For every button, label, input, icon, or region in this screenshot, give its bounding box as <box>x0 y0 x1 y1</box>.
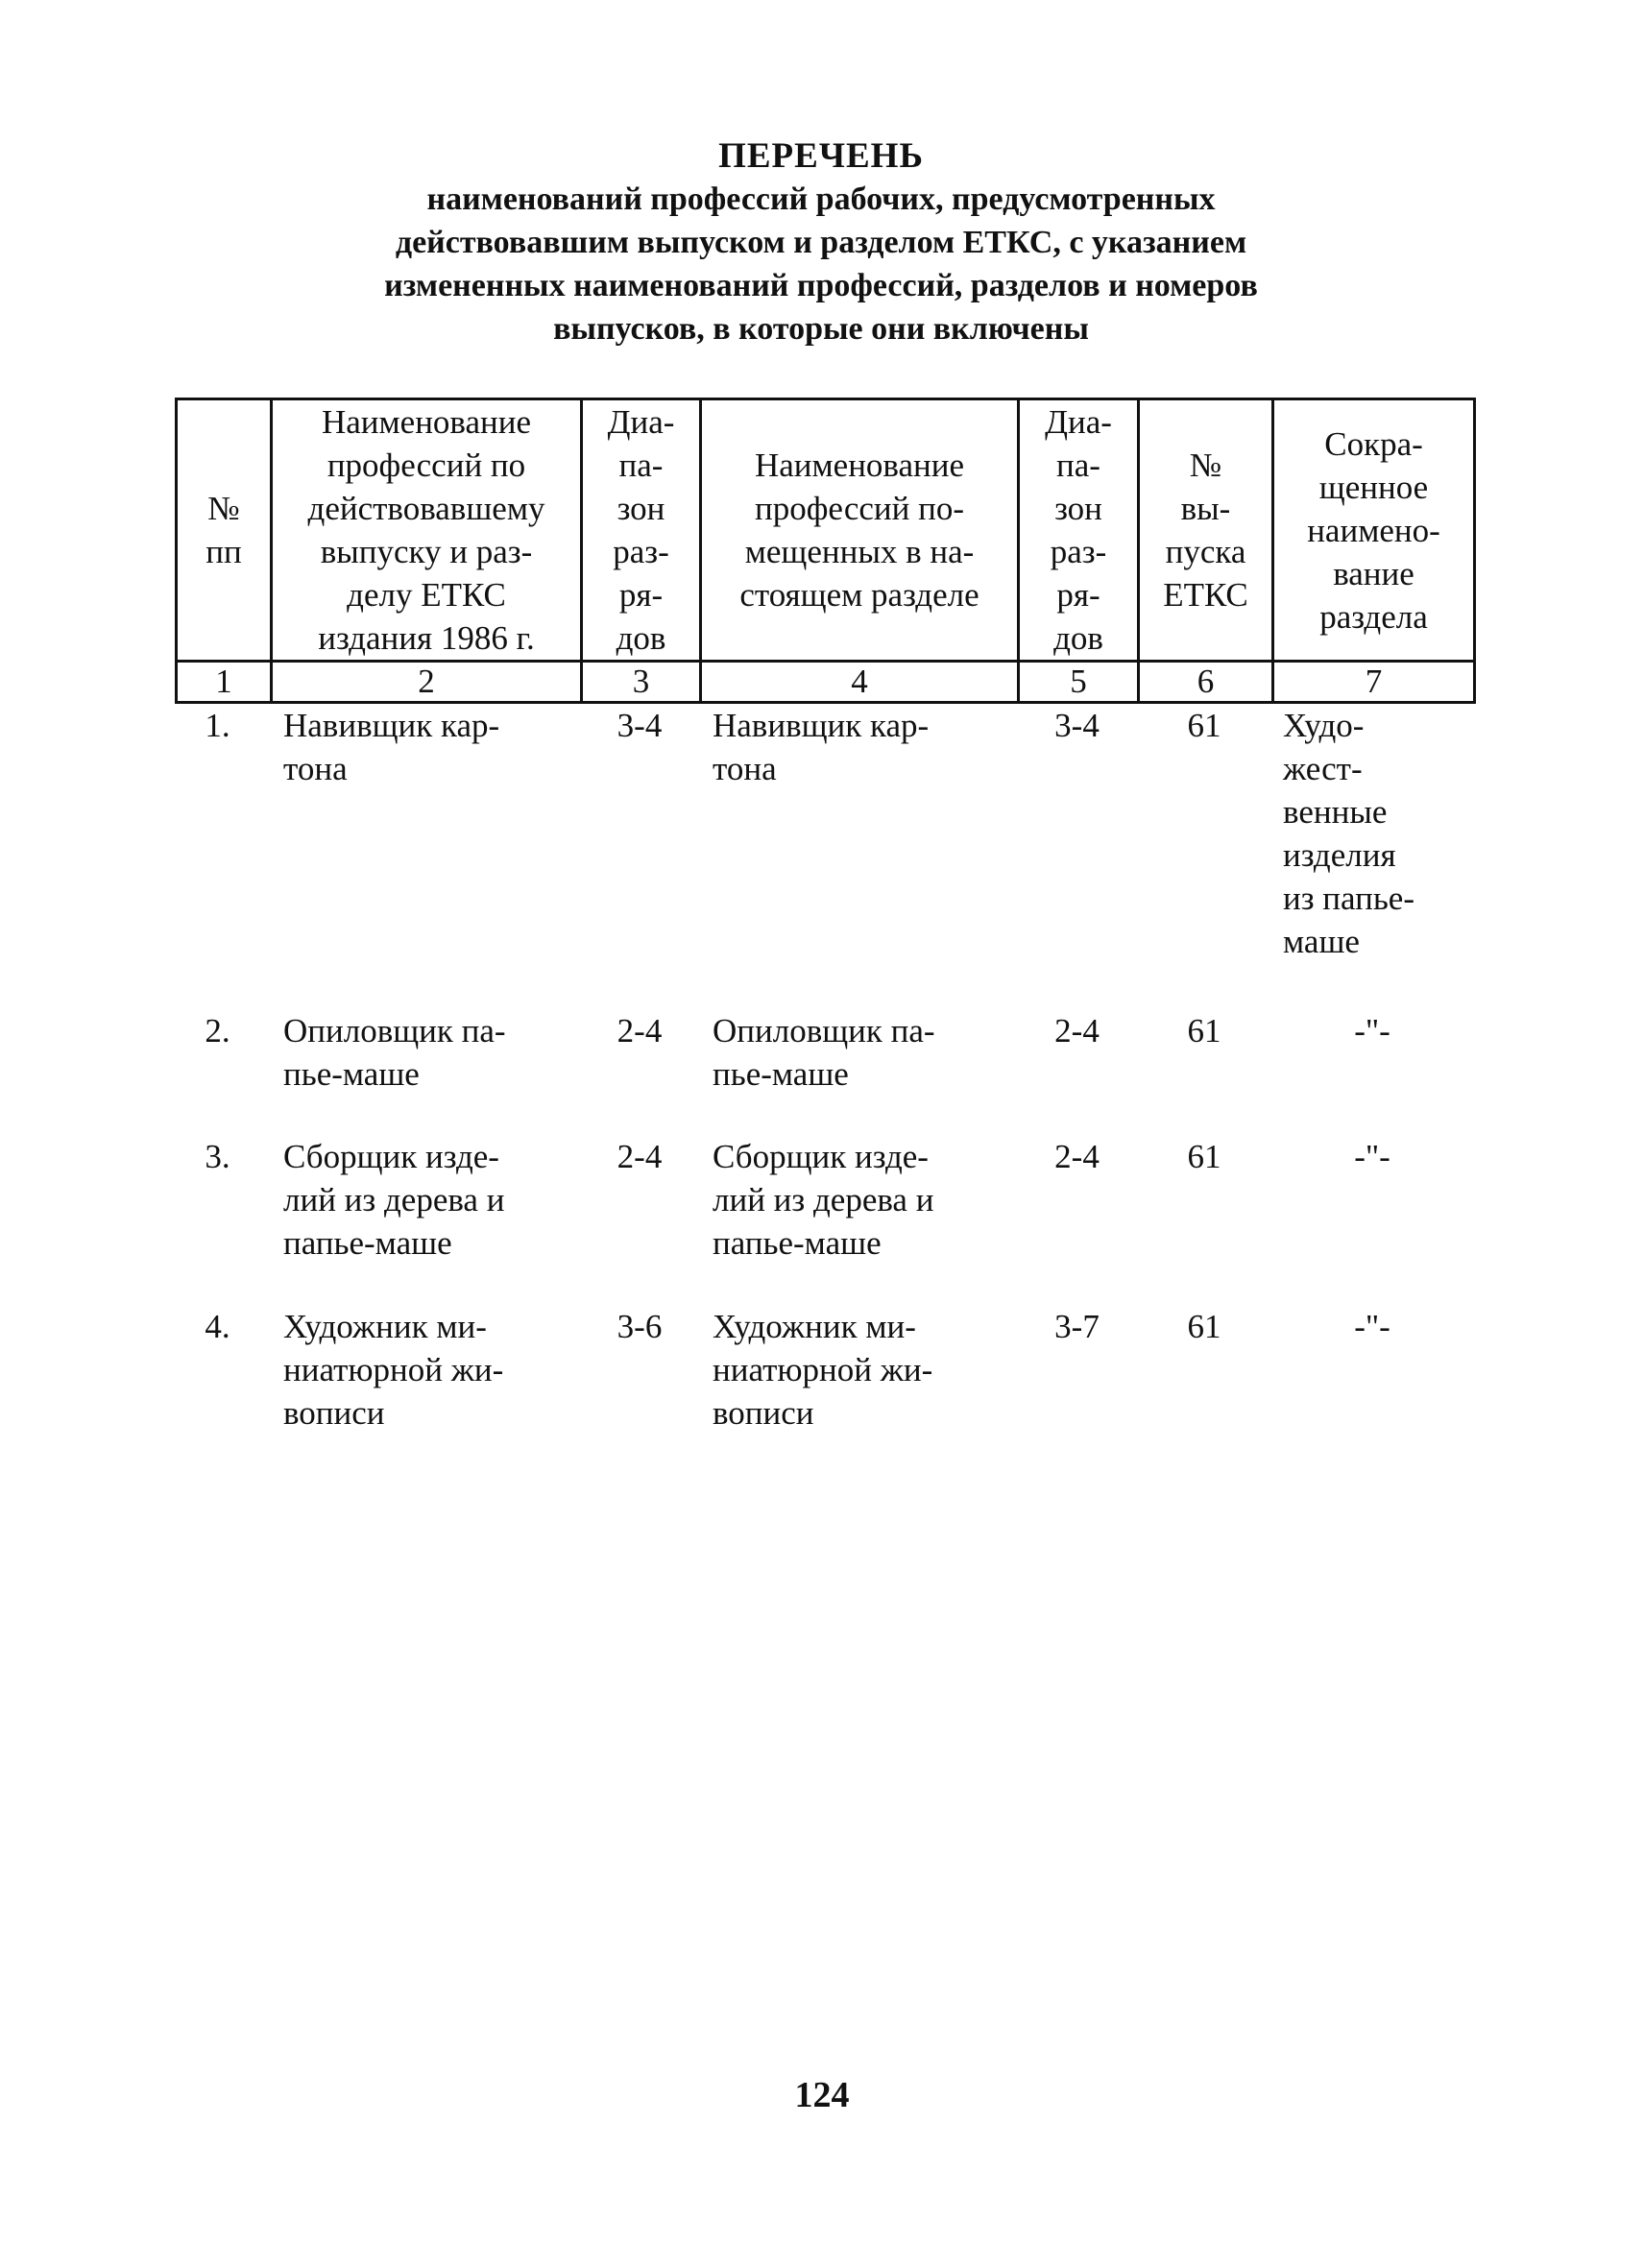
table-row <box>175 704 1473 1009</box>
table-row <box>175 1135 1473 1305</box>
document-title-block <box>230 134 1412 350</box>
document-title: ПЕРЕЧЕНЬ <box>718 136 924 176</box>
subtitle-line-2: действовавшим выпуском и разделом ЕТКС, с указанием <box>395 225 1247 260</box>
professions-table-body <box>175 704 1473 1449</box>
subtitle-line-4: выпусков, в которые они включены <box>553 311 1089 347</box>
column-number-1: 1 <box>177 662 272 703</box>
new-grade-range: 3-4 <box>1054 707 1100 744</box>
row-number: 1. <box>205 707 230 744</box>
header-new-profession-name: Наименование профессий по- мещенных в на- стоящем разделе <box>701 399 1019 662</box>
header-old-profession-name: Наименование профессий по действовавшему выпуску и раз- делу ЕТКС издания 1986 г. <box>272 399 582 662</box>
new-grade-range: 2-4 <box>1054 1138 1100 1175</box>
new-grade-range: 2-4 <box>1054 1012 1100 1050</box>
header-etks-issue-number: № вы- пуска ЕТКС <box>1139 399 1273 662</box>
old-profession-name: Навивщик кар- тона <box>283 707 500 787</box>
old-profession-name: Опиловщик па- пье-маше <box>283 1012 506 1093</box>
new-profession-name: Опиловщик па- пье-маше <box>713 1012 935 1093</box>
column-number-7: 7 <box>1273 662 1475 703</box>
column-number-5: 5 <box>1019 662 1139 703</box>
old-grade-range: 3-4 <box>616 707 663 744</box>
header-section-short-name: Сокра- щенное наимено- вание раздела <box>1273 399 1475 662</box>
row-number: 4. <box>205 1308 230 1345</box>
header-old-grade-range: Диа- па- зон раз- ря- дов <box>582 399 701 662</box>
new-profession-name: Художник ми- ниатюрной жи- вописи <box>713 1308 933 1432</box>
etks-issue-number: 61 <box>1187 707 1221 744</box>
section-short-name: Худо- жест- венные изделия из папье- маше <box>1283 707 1414 960</box>
section-short-name-ditto: -"- <box>1354 1012 1390 1050</box>
section-short-name-ditto: -"- <box>1354 1308 1390 1345</box>
column-number-6: 6 <box>1139 662 1273 703</box>
old-grade-range: 2-4 <box>616 1138 663 1175</box>
row-number: 2. <box>205 1012 230 1050</box>
table-row <box>175 1305 1473 1449</box>
column-number-4: 4 <box>701 662 1019 703</box>
page-number: 124 <box>794 2075 850 2115</box>
old-profession-name: Сборщик изде- лий из дерева и папье-маше <box>283 1138 505 1262</box>
professions-table-header <box>175 398 1476 704</box>
new-grade-range: 3-7 <box>1054 1308 1100 1345</box>
etks-issue-number: 61 <box>1187 1138 1221 1175</box>
etks-issue-number: 61 <box>1187 1012 1221 1050</box>
new-profession-name: Сборщик изде- лий из дерева и папье-маше <box>713 1138 934 1262</box>
section-short-name-ditto: -"- <box>1354 1138 1390 1175</box>
column-number-2: 2 <box>272 662 582 703</box>
etks-issue-number: 61 <box>1187 1308 1221 1345</box>
header-new-grade-range: Диа- па- зон раз- ря- дов <box>1019 399 1139 662</box>
subtitle-line-3: измененных наименований профессий, разделов и номеров <box>384 268 1258 303</box>
column-number-3: 3 <box>582 662 701 703</box>
subtitle-line-1: наименований профессий рабочих, предусмотренных <box>426 181 1216 217</box>
old-profession-name: Художник ми- ниатюрной жи- вописи <box>283 1308 504 1432</box>
row-number: 3. <box>205 1138 230 1175</box>
old-grade-range: 3-6 <box>616 1308 663 1345</box>
header-number: № пп <box>177 399 272 662</box>
new-profession-name: Навивщик кар- тона <box>713 707 930 787</box>
table-row <box>175 1009 1473 1135</box>
old-grade-range: 2-4 <box>616 1012 663 1050</box>
